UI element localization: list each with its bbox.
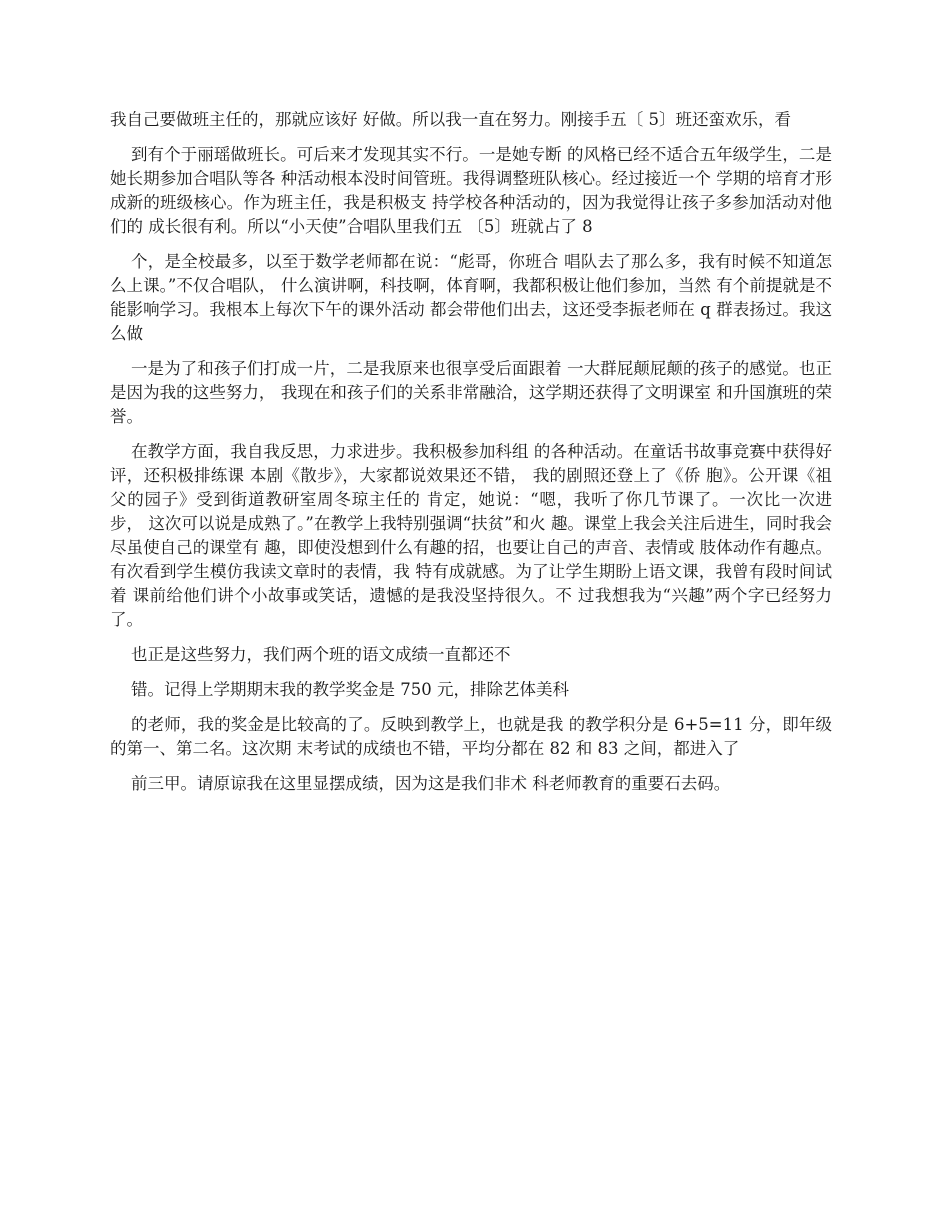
paragraph-3: 个，是全校最多，以至于数学老师都在说：“彪哥，你班合 唱队去了那么多，我有时候不知道怎么上课。”不仅合唱队， 什么演讲啊，科技啊，体育啊，我都积极让他们参加，当然 有个前提就是不能影响学习。我根本上每次下午的课外活动 都会带他们出去，这还受李振老师在 q 群表扬过。我这么做 <box>110 252 832 343</box>
paragraph-8: 的老师，我的奖金是比较高的了。反映到教学上，也就是我 的教学积分是 6+5=11 分，即年级的第一、第二名。这次期 末考试的成绩也不错，平均分都在 82 和 83 之间，都进入了 <box>110 715 832 758</box>
paragraph-9: 前三甲。请原谅我在这里显摆成绩，因为这是我们非术 科老师教育的重要石去码。 <box>130 774 731 793</box>
document-page <box>110 108 832 807</box>
paragraph-7: 错。记得上学期期末我的教学奖金是 750 元，排除艺体美科 <box>130 680 569 699</box>
paragraph-4: 一是为了和孩子们打成一片，二是我原来也很享受后面跟着 一大群屁颠屁颠的孩子的感觉。也正是因为我的这些努力， 我现在和孩子们的关系非常融洽，这学期还获得了文明课室 和升国旗班的荣誉。 <box>110 359 832 426</box>
paragraph-1: 我自己要做班主任的，那就应该好 好做。所以我一直在努力。刚接手五〔 5〕班还蛮欢乐，看 <box>110 110 791 129</box>
paragraph-6: 也正是这些努力，我们两个班的语文成绩一直都还不 <box>130 645 511 664</box>
paragraph-5: 在教学方面，我自我反思，力求进步。我积极参加科组 的各种活动。在童话书故事竞赛中获得好评，还积极排练课 本剧《散步》，大家都说效果还不错， 我的剧照还登上了《侨 胞》。公开课《祖父的园子》受到街道教研室周冬琼主任的 肯定，她说：“嗯，我听了你几节课了。一次比一次进步， 这次可以说是成熟了。”在教学上我特别强调“扶贫”和火 趣。课堂上我会关注后进生，同时我会尽虽使自己的课堂有 趣，即使没想到什么有趣的招，也要让自己的声音、表情或 肢体动作有趣点。有次看到学生模仿我读文章时的表情，我 特有成就感。为了让学生期盼上语文课，我曾有段时间试着 课前给他们讲个小故事或笑话，遗憾的是我没坚持很久。不 过我想我为“兴趣”两个字已经努力了。 <box>110 442 832 629</box>
paragraph-2: 到有个于丽瑶做班长。可后来才发现其实不行。一是她专断 的风格已经不适合五年级学生，二是她长期参加合唱队等各 种活动根本没时间管班。我得调整班队核心。经过接近一个 学期的培育才形成新的班级核心。作为班主任，我是积极支 持学校各种活动的，因为我觉得让孩子多参加活动对他们的 成长很有利。所以“小天使”合唱队里我们五 〔5〕班就占了 8 <box>110 145 832 236</box>
